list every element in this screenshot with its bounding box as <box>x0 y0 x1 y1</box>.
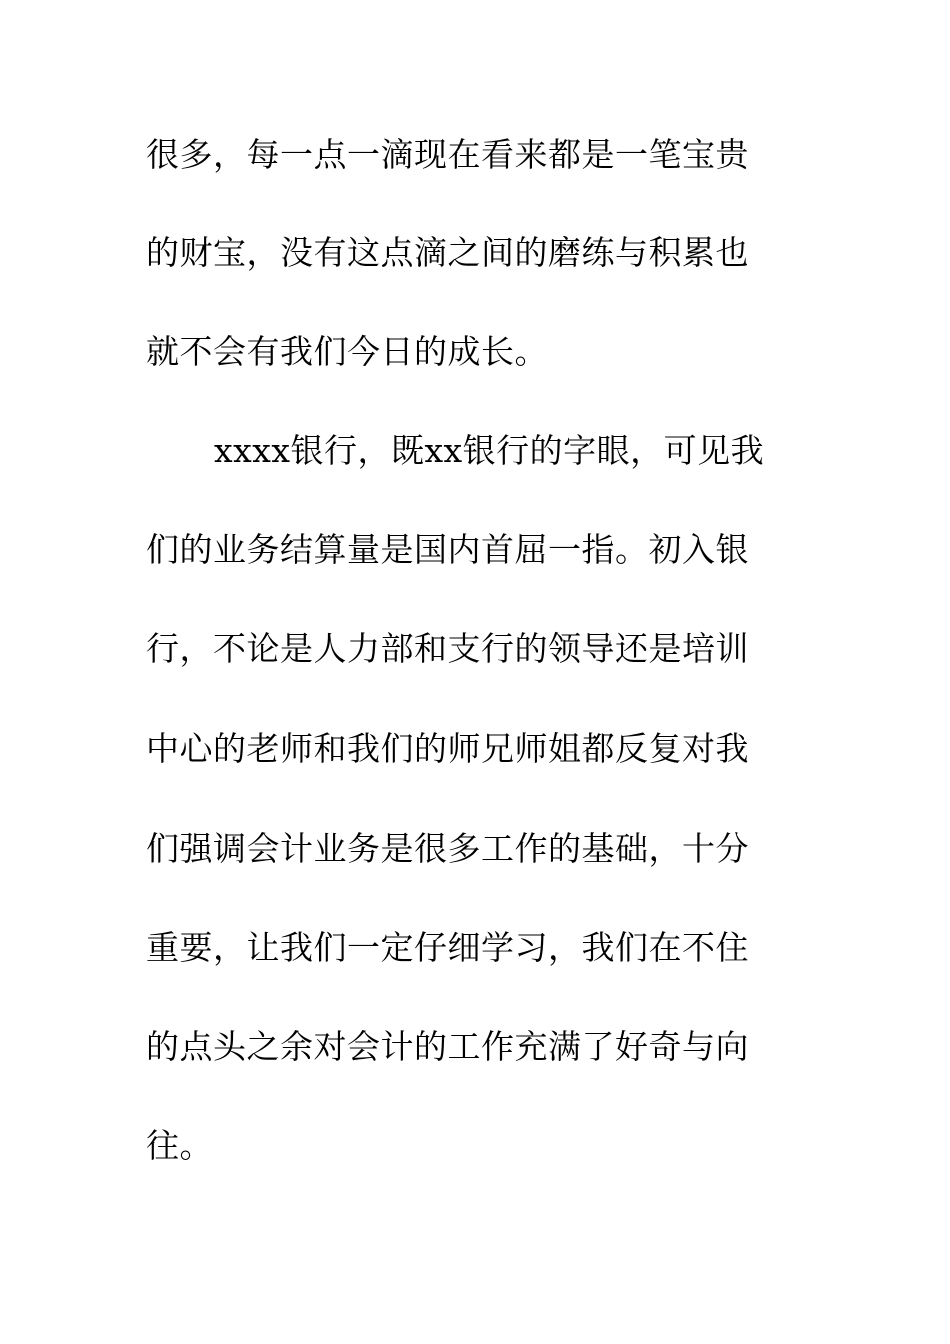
text-line: 们的业务结算量是国内首屈一指。初入银 <box>146 530 749 569</box>
text-line: 们强调会计业务是很多工作的基础，十分 <box>146 829 749 868</box>
text-line: 重要，让我们一定仔细学习，我们在不住 <box>146 928 749 967</box>
text-line: 中心的老师和我们的师兄师姐都反复对我 <box>146 729 749 768</box>
text-line: 的财宝，没有这点滴之间的磨练与积累也 <box>146 233 749 272</box>
text-line: 往。 <box>146 1126 213 1165</box>
text-line: 就不会有我们今日的成长。 <box>146 332 548 371</box>
text-line: 很多，每一点一滴现在看来都是一笔宝贵 <box>146 135 749 174</box>
text-line: 的点头之余对会计的工作充满了好奇与向 <box>146 1027 749 1066</box>
paragraph-first-line: xxxx银行，既xx银行的字眼，可见我 <box>214 431 765 470</box>
text-line: 行，不论是人力部和支行的领导还是培训 <box>146 629 749 668</box>
